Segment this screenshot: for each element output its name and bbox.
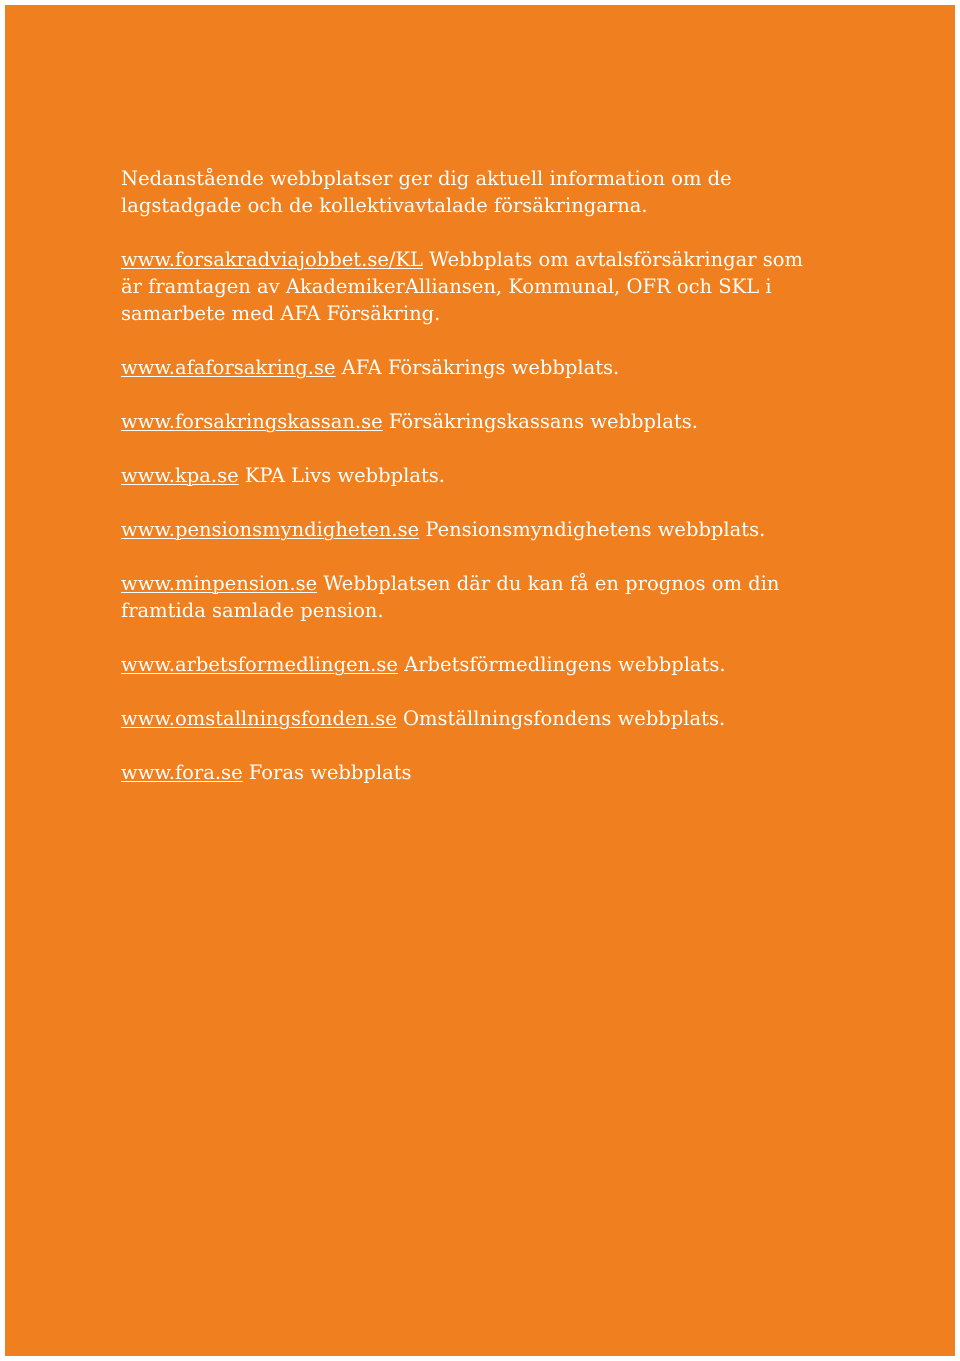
- entry-afaforsakring: [121, 354, 881, 381]
- link-kpa[interactable]: www.kpa.se: [121, 464, 239, 487]
- entry-forsakradviajobbet: [121, 246, 811, 327]
- intro-paragraph: Nedanstående webbplatser ger dig aktuell information om de lagstadgade och de kollektivavtalade försäkringarna.: [121, 167, 732, 217]
- link-forsakringskassan[interactable]: www.forsakringskassan.se: [121, 410, 383, 433]
- link-pensionsmyndigheten[interactable]: www.pensionsmyndigheten.se: [121, 518, 420, 541]
- desc-forsakringskassan: Försäkringskassans webbplats.: [382, 410, 698, 433]
- entry-kpa: [121, 462, 881, 489]
- link-fora[interactable]: www.fora.se: [121, 761, 243, 784]
- orange-page: [5, 5, 955, 1356]
- entry-arbetsformedlingen: [121, 651, 881, 678]
- desc-afaforsakring: AFA Försäkrings webbplats.: [335, 356, 620, 379]
- entry-minpension: [121, 570, 821, 624]
- desc-fora: Foras webbplats: [242, 761, 412, 784]
- entry-omstallningsfonden: [121, 705, 881, 732]
- link-afaforsakring[interactable]: www.afaforsakring.se: [121, 356, 336, 379]
- desc-pensionsmyndigheten: Pensionsmyndighetens webbplats.: [419, 518, 766, 541]
- link-arbetsformedlingen[interactable]: www.arbetsformedlingen.se: [121, 653, 398, 676]
- link-forsakradviajobbet[interactable]: www.forsakradviajobbet.se/KL: [121, 248, 423, 271]
- desc-kpa: KPA Livs webbplats.: [238, 464, 446, 487]
- entry-forsakringskassan: [121, 408, 881, 435]
- link-omstallningsfonden[interactable]: www.omstallningsfonden.se: [121, 707, 397, 730]
- desc-arbetsformedlingen: Arbetsförmedlingens webbplats.: [397, 653, 726, 676]
- desc-omstallningsfonden: Omställningsfondens webbplats.: [396, 707, 726, 730]
- entry-pensionsmyndigheten: [121, 516, 881, 543]
- desc-forsakradviajobbet: Webbplats om avtalsförsäkringar som är framtagen av AkademikerAlliansen, Kommunal, OFR och SKL i samarbete med AFA Försäkring.: [121, 248, 803, 325]
- content-block: [121, 165, 881, 813]
- desc-minpension: Webbplatsen där du kan få en prognos om din framtida samlade pension.: [121, 572, 780, 622]
- entry-fora: [121, 759, 881, 786]
- link-minpension[interactable]: www.minpension.se: [121, 572, 318, 595]
